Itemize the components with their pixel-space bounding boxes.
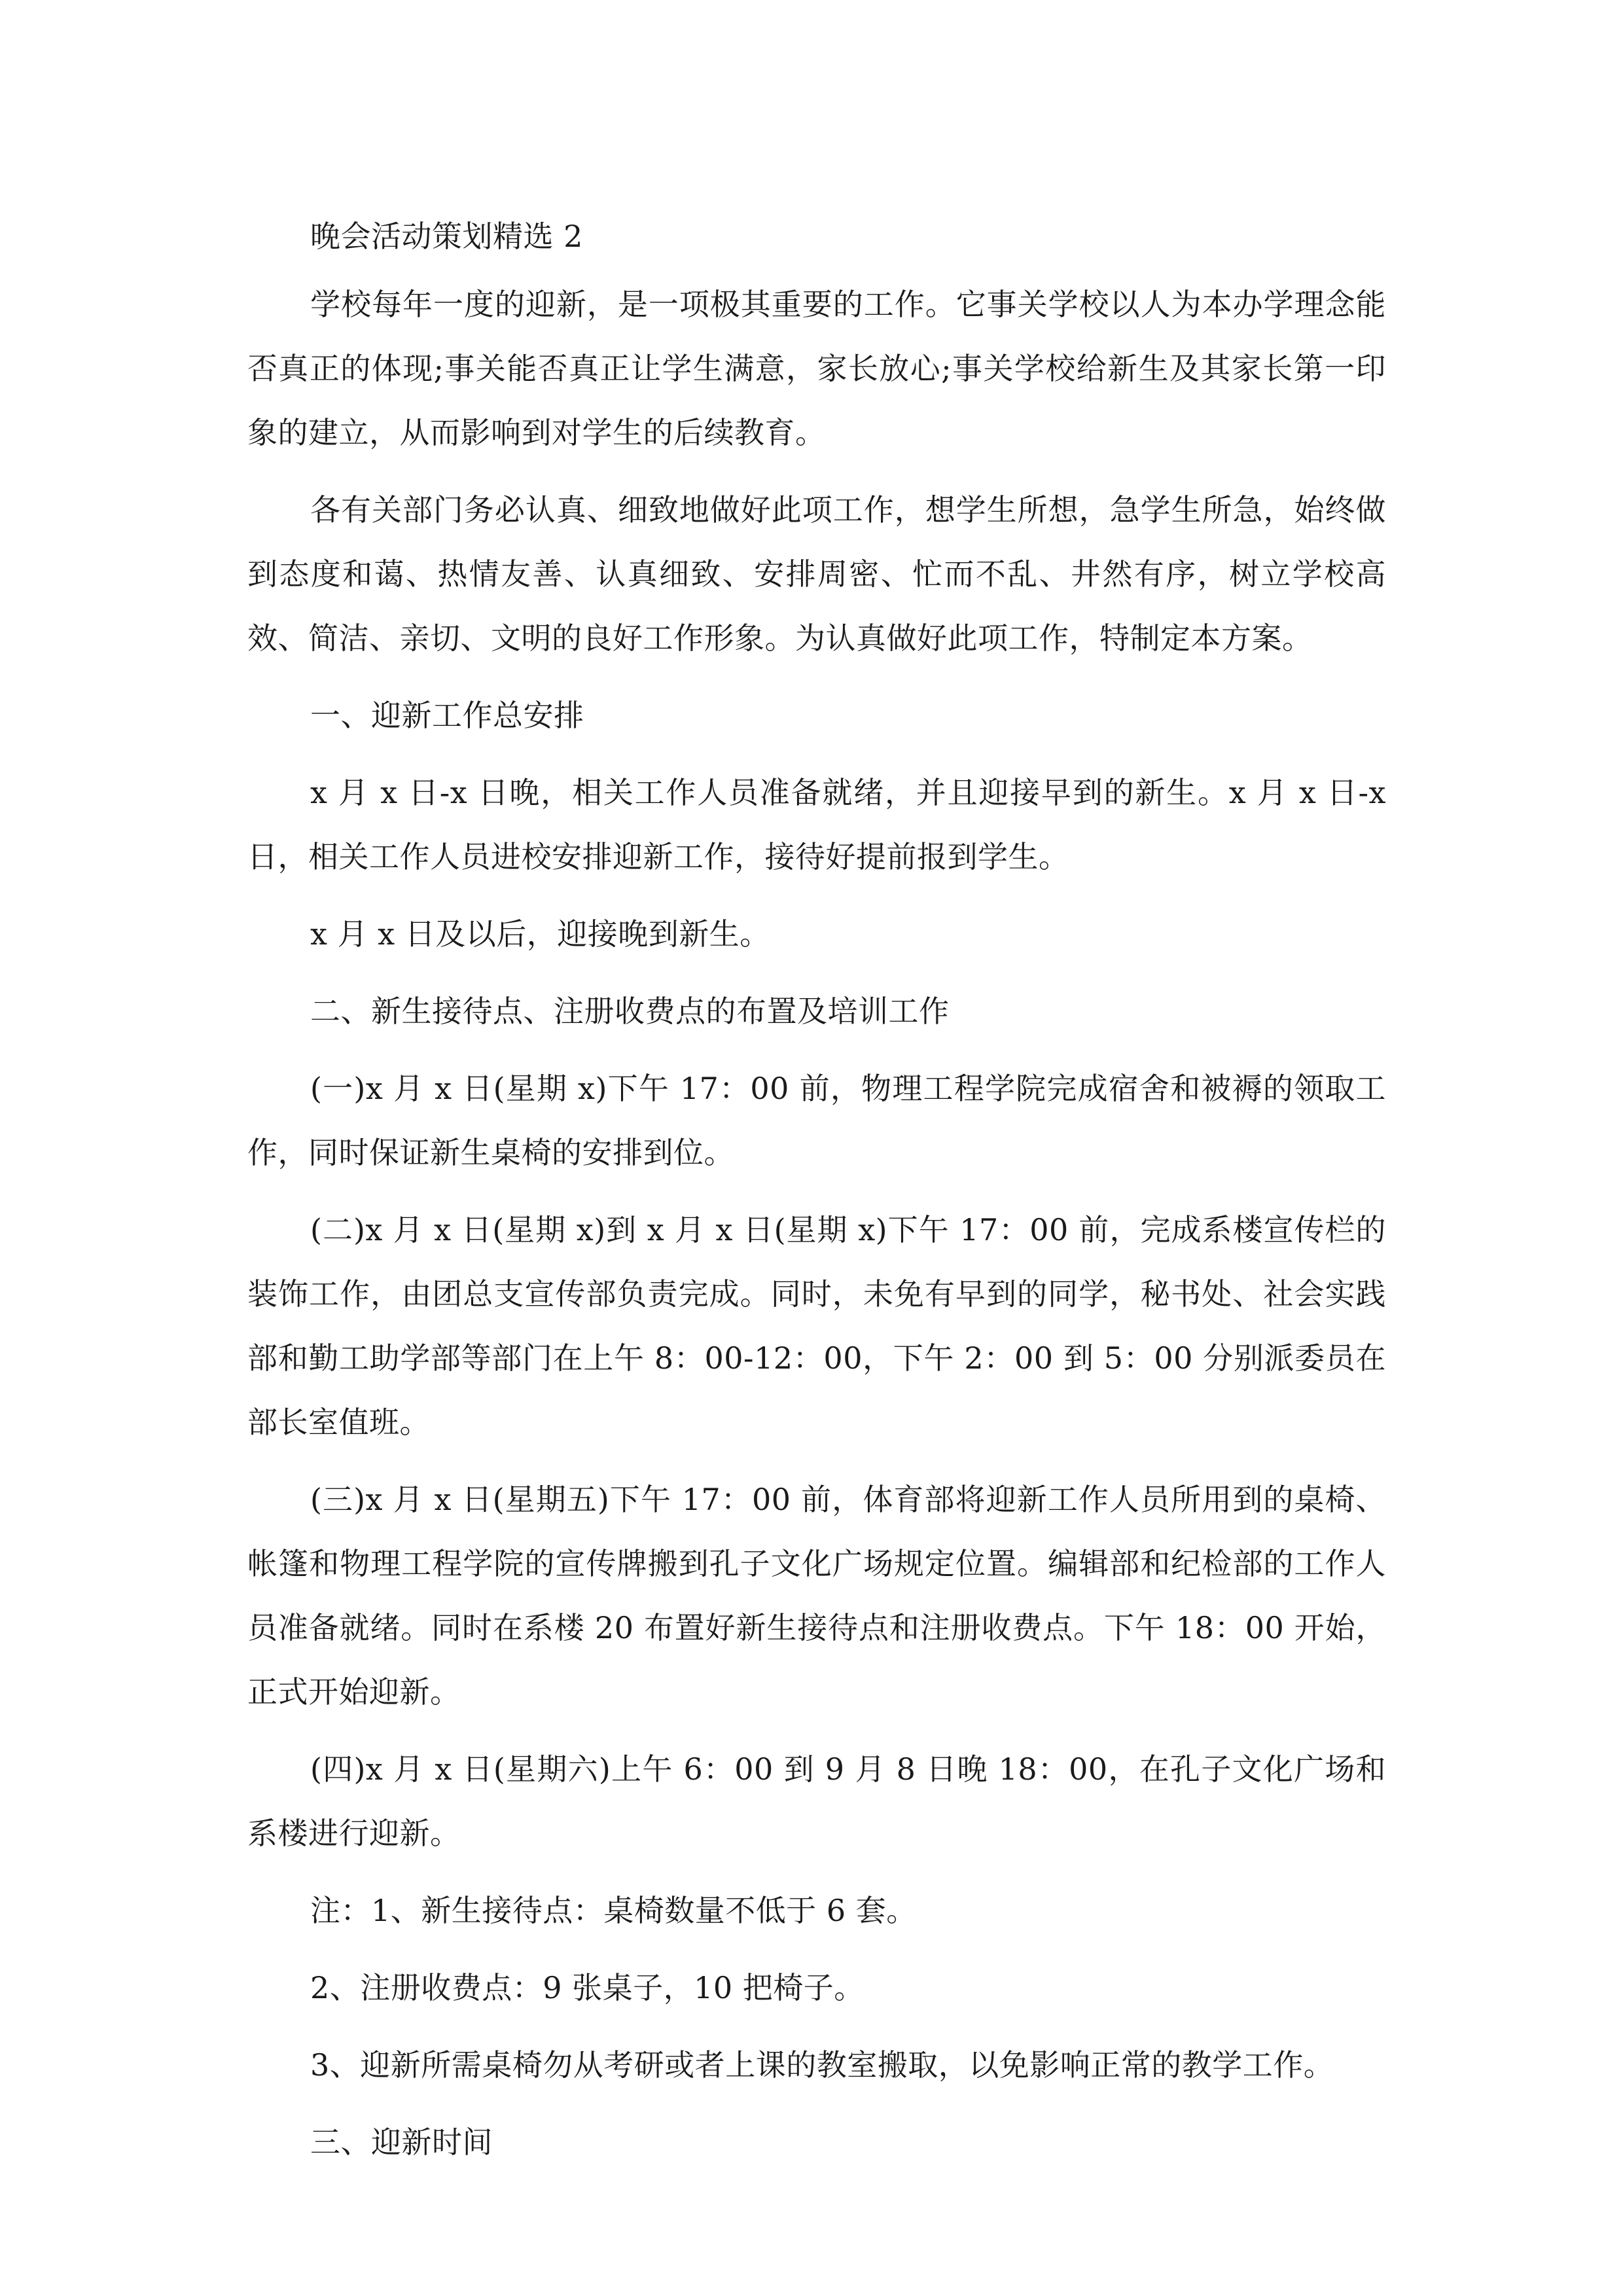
paragraph-schedule: x 月 x 日-x 日晚，相关工作人员准备就绪，并且迎接早到的新生。x 月 x 日-x 日，相关工作人员进校安排迎新工作，接待好提前报到学生。 [247, 775, 1386, 874]
paragraph-item-3: (三)x 月 x 日(星期五)下午 17：00 前，体育部将迎新工作人员所用到的桌椅、帐篷和物理工程学院的宣传牌搬到孔子文化广场规定位置。编辑部和纪检部的工作人员准备就绪。同时在系楼 20 布置好新生接待点和注册收费点。下午 18：00 开始，正式开始迎新。 [247, 1482, 1386, 1710]
paragraph-item-1: (一)x 月 x 日(星期 x)下午 17：00 前，物理工程学院完成宿舍和被褥的领取工作，同时保证新生桌椅的安排到位。 [247, 1071, 1386, 1170]
paragraph-intro: 学校每年一度的迎新，是一项极其重要的工作。它事关学校以人为本办学理念能否真正的体现;事关能否真正让学生满意，家长放心;事关学校给新生及其家长第一印象的建立，从而影响到对学生的后续教育。 [247, 287, 1386, 450]
paragraph-item-2: (二)x 月 x 日(星期 x)到 x 月 x 日(星期 x)下午 17：00 前，完成系楼宣传栏的装饰工作，由团总支宣传部负责完成。同时，未免有早到的同学，秘书处、社会实践部和勤工助学部等部门在上午 8：00-12：00，下午 2：00 到 5：00 分别派委员在部长室值班。 [247, 1212, 1386, 1440]
paragraph-item-4: (四)x 月 x 日(星期六)上午 6：00 到 9 月 8 日晚 18：00，在孔子文化广场和系楼进行迎新。 [247, 1751, 1386, 1851]
note-2: 2、注册收费点：9 张桌子，10 把椅子。 [310, 1970, 865, 2005]
document-title: 晚会活动策划精选 2 [310, 219, 583, 254]
section-heading-2: 二、新生接待点、注册收费点的布置及培训工作 [310, 994, 950, 1029]
paragraph-late-arrivals: x 月 x 日及以后，迎接晚到新生。 [310, 916, 770, 952]
section-heading-1: 一、迎新工作总安排 [310, 698, 584, 733]
section-heading-3: 三、迎新时间 [310, 2125, 493, 2160]
note-1: 注：1、新生接待点：桌椅数量不低于 6 套。 [310, 1893, 917, 1928]
note-3: 3、迎新所需桌椅勿从考研或者上课的教室搬取，以免影响正常的教学工作。 [310, 2047, 1334, 2083]
document-body [247, 204, 1386, 2187]
paragraph-requirements: 各有关部门务必认真、细致地做好此项工作，想学生所想，急学生所急，始终做到态度和蔼、热情友善、认真细致、安排周密、忙而不乱、井然有序，树立学校高效、简洁、亲切、文明的良好工作形象。为认真做好此项工作，特制定本方案。 [247, 492, 1386, 656]
